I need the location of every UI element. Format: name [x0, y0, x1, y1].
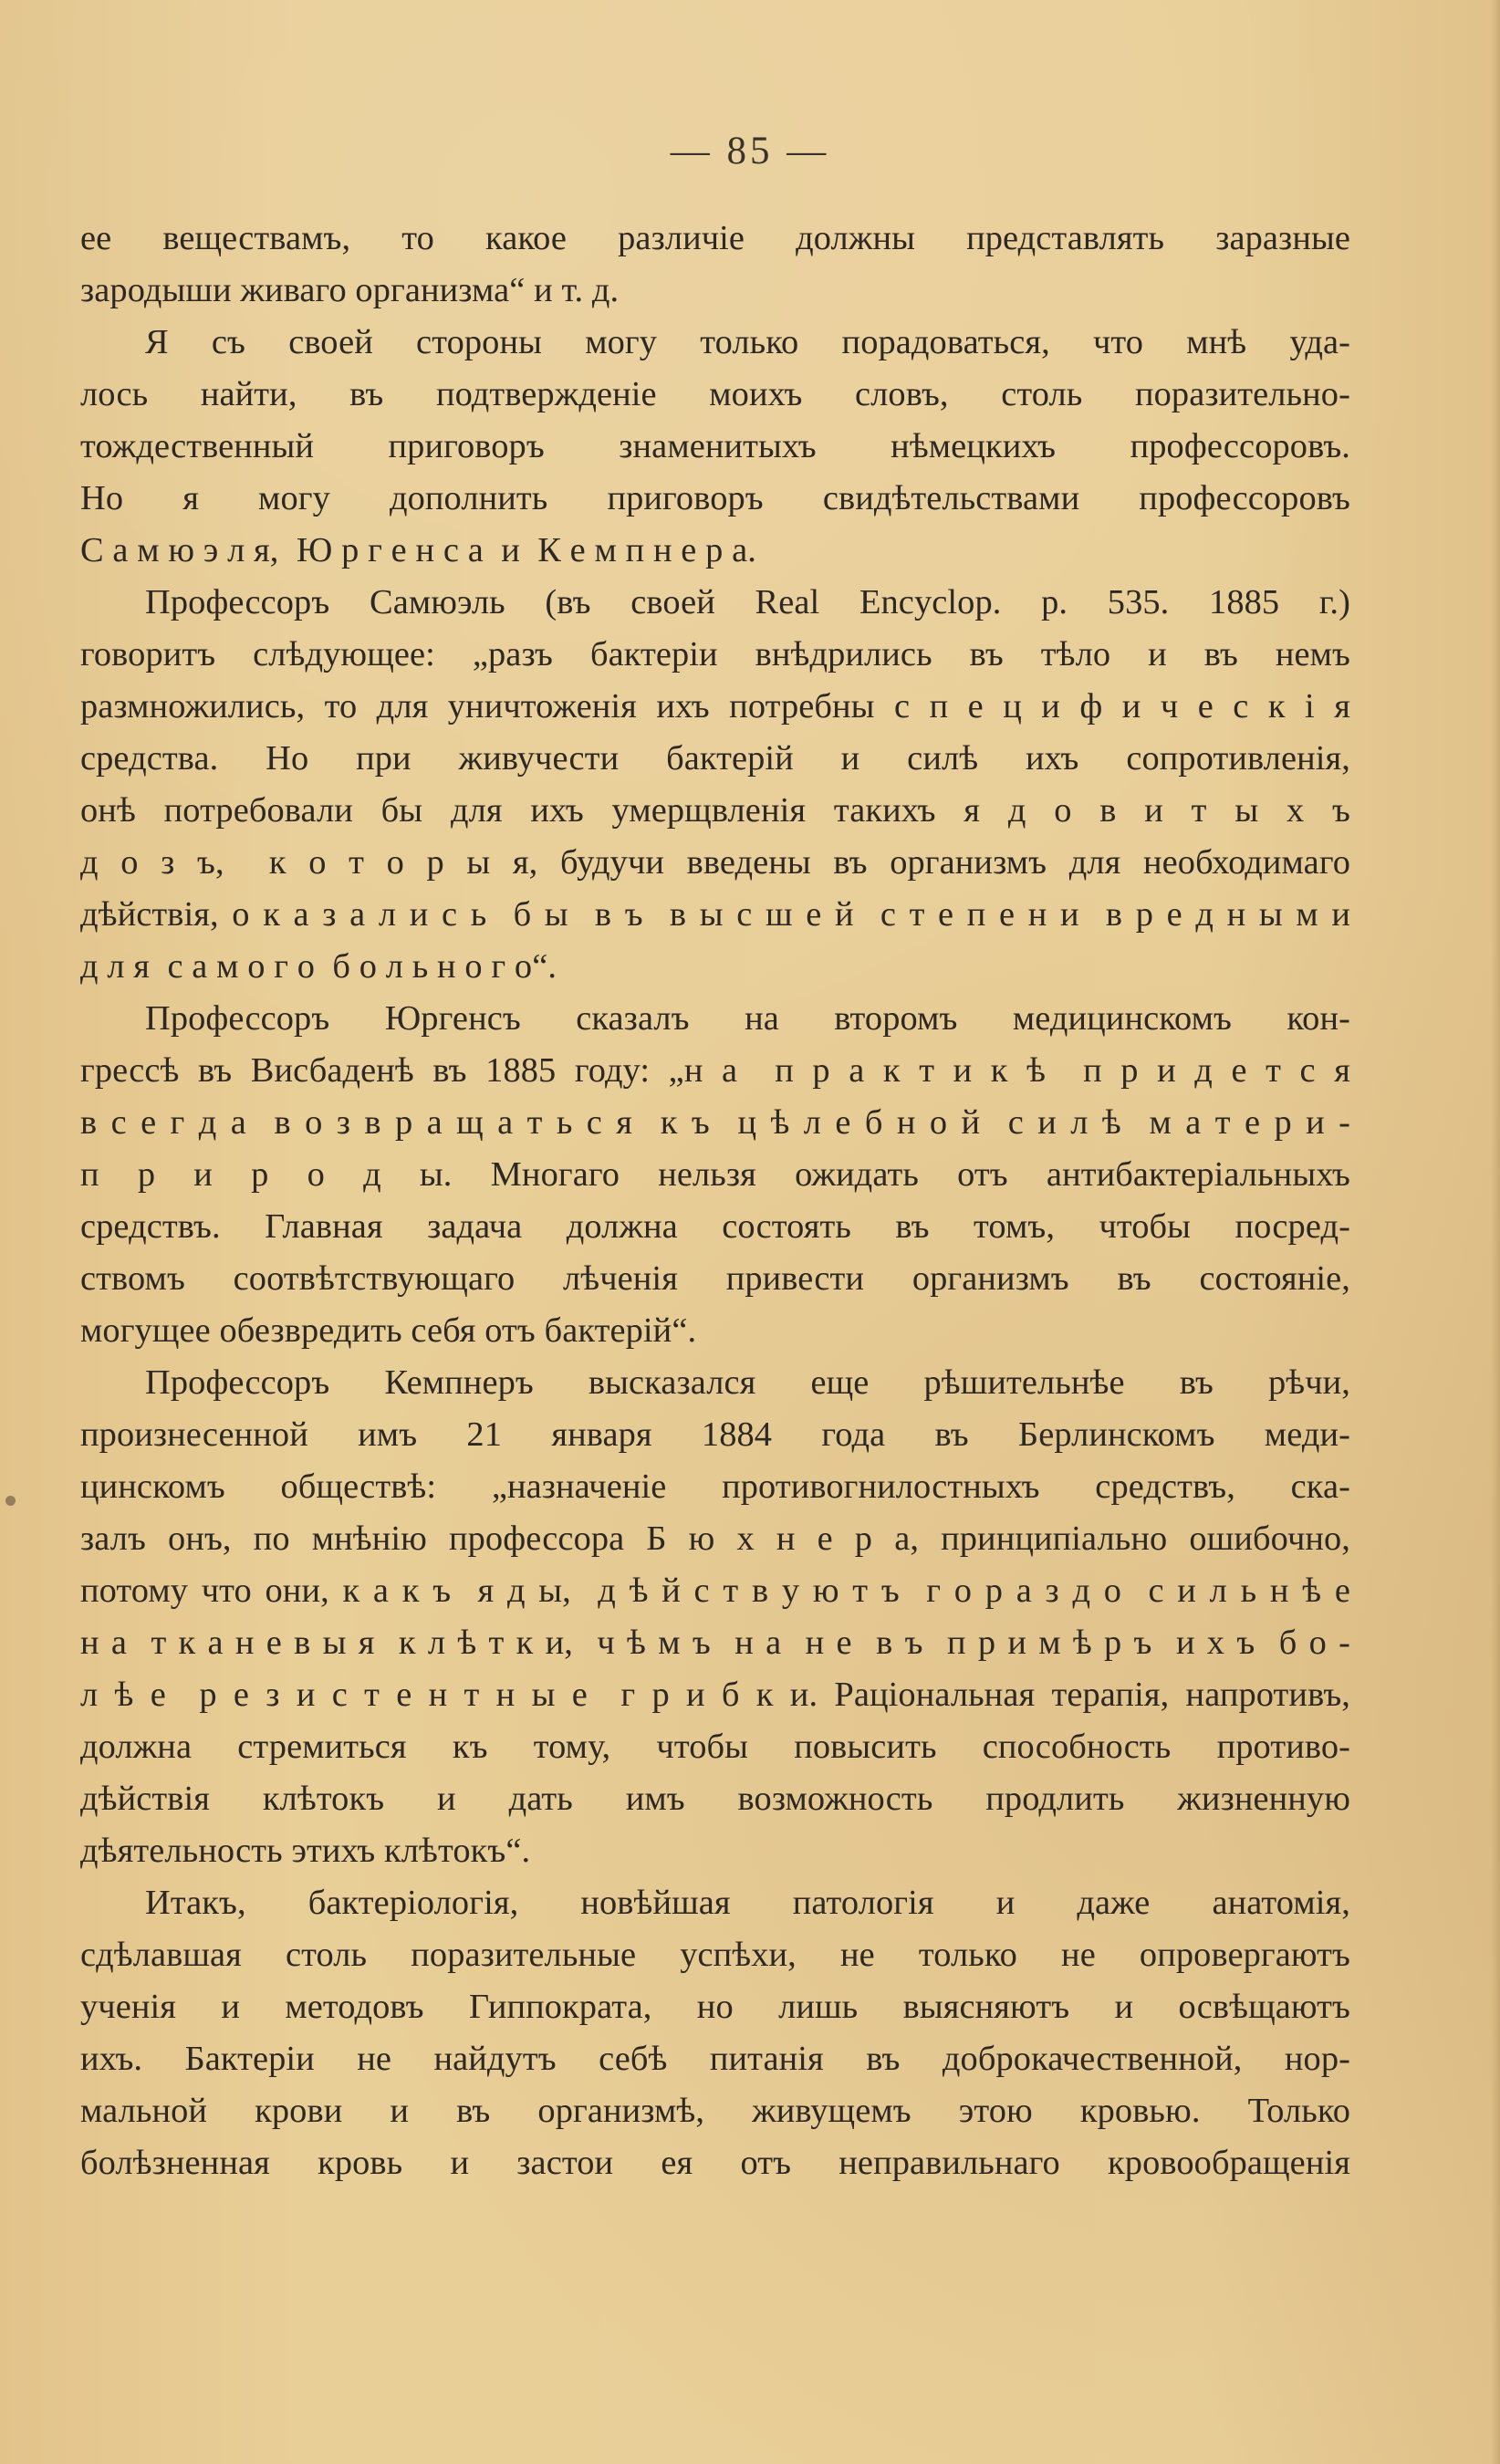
text-line-24: произнесенной имъ 21 января 1884 года въ Берлинскомъ меди-: [80, 1415, 1350, 1454]
text-line-8: Профессоръ Самюэль (въ своей Real Encyclop. p. 535. 1885 г.): [145, 583, 1350, 621]
text-line-10: размножились, то для уничтоженiя ихъ потребны с п е ц и ф и ч е с к i я: [80, 687, 1350, 726]
text-line-3: Я съ своей стороны могу только порадоваться, что мнѣ уда-: [145, 323, 1350, 361]
text-line-28: н а т к а н е в ы я к л ѣ т к и, ч ѣ м ъ н а н е в ъ п р и м ѣ р ъ и х ъ б о -: [80, 1624, 1350, 1662]
text-line-37: мальной крови и въ организмѣ, живущемъ этою кровью. Только: [80, 2092, 1350, 2130]
text-line-18: в с е г д а в о з в р а щ а т ь с я к ъ ц ѣ л е б н о й с и л ѣ м а т е р и -: [80, 1103, 1350, 1142]
text-line-21: ствомъ соотвѣтствующаго лѣченiя привести организмъ въ состоянiе,: [80, 1259, 1350, 1298]
text-line-27: потому что они, к а к ъ я д ы, д ѣ й с т в у ю т ъ г о р а з д о с и л ь н ѣ е: [80, 1571, 1350, 1610]
text-line-32: дѣятельность этихъ клѣтокъ“.: [80, 1832, 531, 1870]
page-edge-shadow: [1491, 0, 1500, 2464]
text-line-23: Профессоръ Кемпнеръ высказался еще рѣшительнѣе въ рѣчи,: [145, 1363, 1350, 1402]
text-line-12: онѣ потребовали бы для ихъ умерщвленiя такихъ я д о в и т ы х ъ: [80, 791, 1350, 830]
text-line-26: залъ онъ, по мнѣнiю профессора Б ю х н е р а, принципiально ошибочно,: [80, 1519, 1350, 1558]
text-line-16: Профессоръ Юргенсъ сказалъ на второмъ медицинскомъ кон-: [145, 999, 1350, 1038]
page-text: [80, 213, 1350, 2189]
text-line-19: п р и р о д ы. Многаго нельзя ожидать отъ антибактерiальныхъ: [80, 1155, 1350, 1194]
text-line-35: ученiя и методовъ Гиппократа, но лишь выясняютъ и освѣщаютъ: [80, 1988, 1350, 2026]
text-line-31: дѣйствiя клѣтокъ и дать имъ возможность продлить жизненную: [80, 1780, 1350, 1818]
text-line-25: цинскомъ обществѣ: „назначенiе противогнилостныхъ средствъ, ска-: [80, 1467, 1350, 1506]
text-line-1: ее веществамъ, то какое различiе должны представлять заразные: [80, 219, 1350, 257]
text-line-17: грессѣ въ Висбаденѣ въ 1885 году: „н а п р а к т и к ѣ п р и д е т с я: [80, 1051, 1350, 1090]
text-line-7: С а м ю э л я, Ю р г е н с а и К е м п н е р а.: [80, 531, 756, 569]
text-line-11: средства. Но при живучести бактерiй и силѣ ихъ сопротивленiя,: [80, 739, 1350, 778]
text-line-9: говоритъ слѣдующее: „разъ бактерiи внѣдрились въ тѣло и въ немъ: [80, 635, 1350, 673]
text-line-15: д л я с а м о г о б о л ь н о г о“.: [80, 947, 557, 986]
text-line-14: дѣйствiя, о к а з а л и с ь б ы в ъ в ы с ш е й с т е п е н и в р е д н ы м и: [80, 895, 1350, 934]
ink-spot: [5, 1496, 16, 1506]
text-line-36: ихъ. Бактерiи не найдутъ себѣ питанiя въ доброкачественной, нор-: [80, 2040, 1350, 2078]
text-line-22: могущее обезвредить себя отъ бактерiй“.: [80, 1311, 697, 1350]
page-number: — 85 —: [670, 130, 830, 172]
text-line-33: Итакъ, бактерiологiя, новѣйшая патологiя и даже анатомiя,: [145, 1884, 1350, 1922]
text-line-4: лось найти, въ подтвержденiе моихъ словъ, столь поразительно-: [80, 375, 1350, 413]
text-line-38: болѣзненная кровь и застои ея отъ неправильнаго кровообращенiя: [80, 2144, 1350, 2182]
text-line-34: сдѣлавшая столь поразительные успѣхи, не только не опровергаютъ: [80, 1936, 1350, 1974]
text-line-2: зародыши живаго организма“ и т. д.: [80, 271, 620, 309]
text-line-5: тождественный приговоръ знаменитыхъ нѣмецкихъ профессоровъ.: [80, 427, 1350, 465]
text-line-29: л ѣ е р е з и с т е н т н ы е г р и б к и. Рацiональная терапiя, напротивъ,: [80, 1676, 1350, 1714]
text-line-6: Но я могу дополнить приговоръ свидѣтельствами профессоровъ: [80, 479, 1350, 517]
text-line-30: должна стремиться къ тому, чтобы повысить способность противо-: [80, 1728, 1350, 1766]
text-line-13: д о з ъ, к о т о р ы я, будучи введены въ организмъ для необходимаго: [80, 843, 1350, 882]
text-line-20: средствъ. Главная задача должна состоять въ томъ, чтобы посред-: [80, 1207, 1350, 1246]
